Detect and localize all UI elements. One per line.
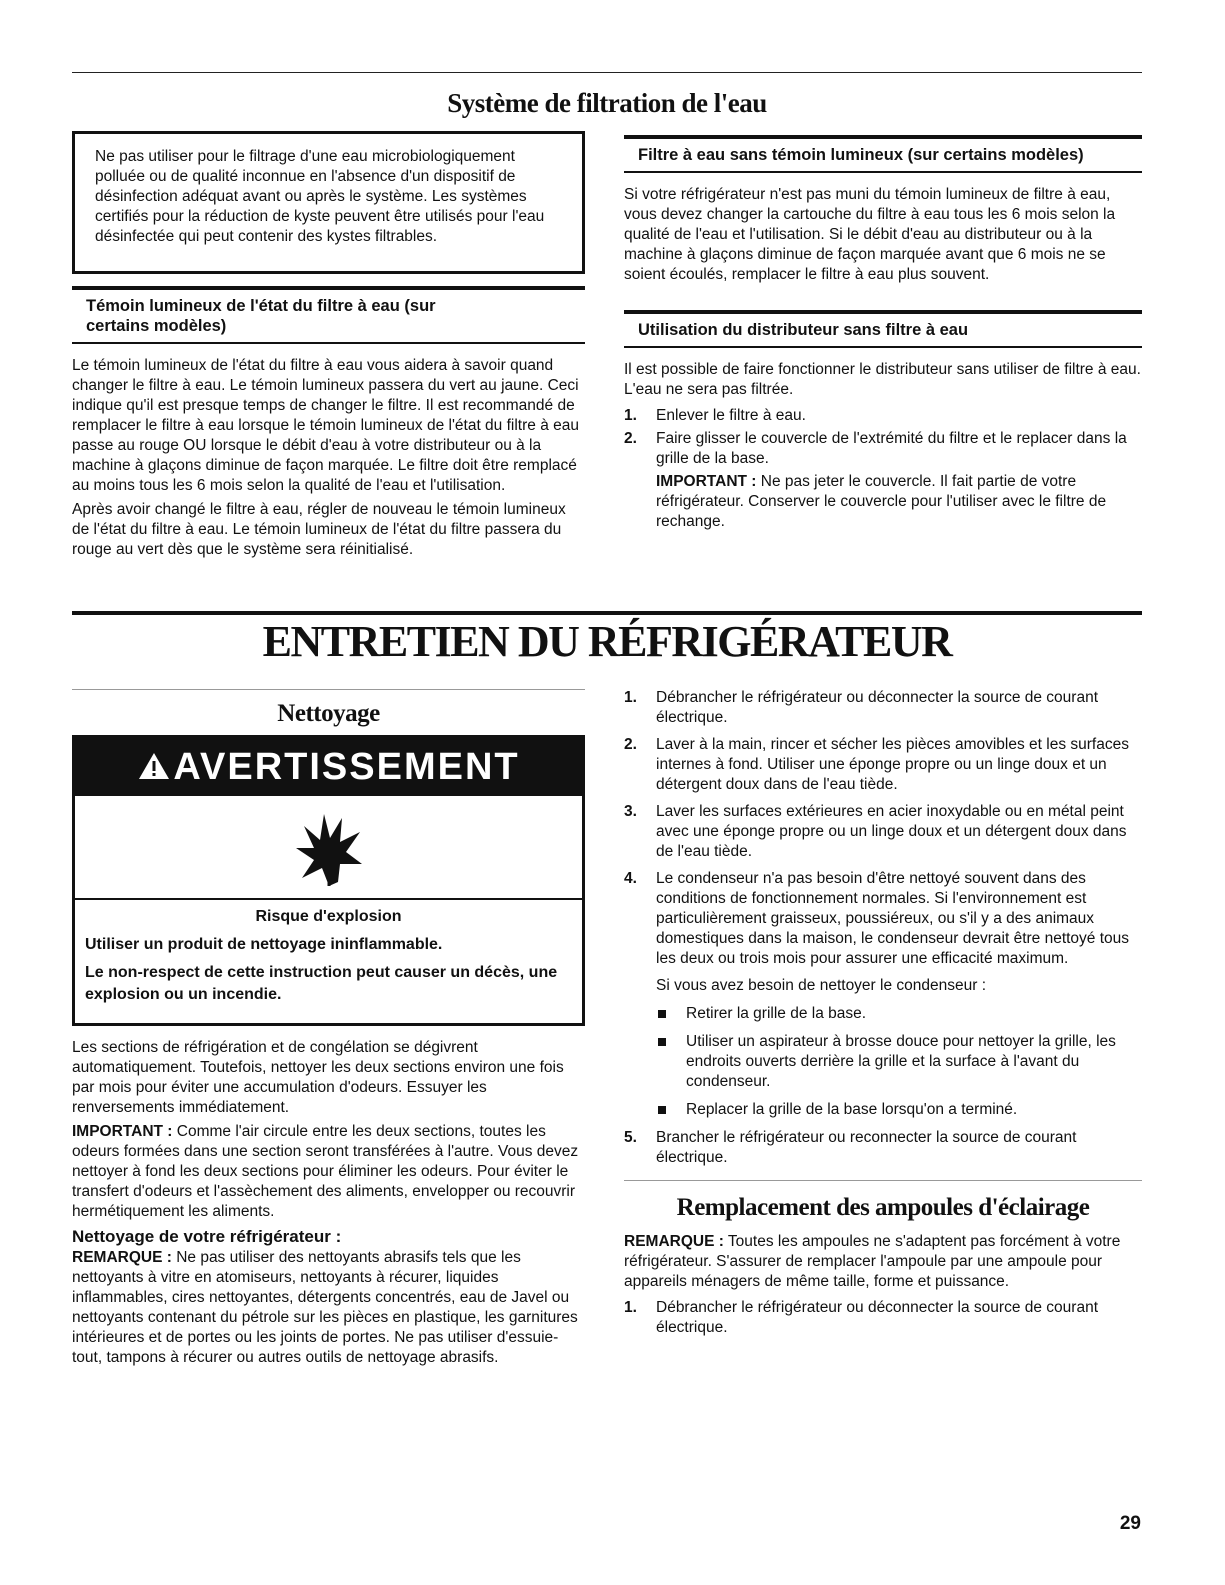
warning-line-1: Utiliser un produit de nettoyage ininflammable. [85, 936, 443, 953]
risk-title: Risque d'explosion [255, 908, 402, 925]
bulbs-divider [624, 1180, 1142, 1181]
list-item: 2. Laver à la main, rincer et sécher les pièces amovibles et les surfaces internes à fond. Utiliser une éponge propre ou un linge doux et un détergent doux dans de l'eau tiède. [624, 736, 1129, 793]
bullet-square-icon [658, 1038, 666, 1046]
no-light-section [624, 135, 1142, 285]
no-filter-heading: Utilisation du distributeur sans filtre à eau [624, 310, 1142, 348]
explosion-symbol-area [75, 796, 582, 900]
cleaning-steps [624, 688, 1142, 969]
list-item: 2. Faire glisser le couvercle de l'extrémité du filtre et le replacer dans la grille de la base. [624, 430, 1127, 467]
list-item: 1. Débrancher le réfrigérateur ou déconnecter la source de courant électrique. [624, 689, 1099, 726]
cleaning-left-text [72, 1038, 585, 1368]
status-light-heading: Témoin lumineux de l'état du filtre à eau (sur certains modèles) [72, 286, 585, 344]
no-filter-steps [624, 406, 1142, 469]
bulbs-section [624, 1232, 1142, 1341]
no-filter-section [624, 310, 1142, 532]
list-item: Retirer la grille de la base. [624, 1004, 1142, 1024]
explosion-warning-box [72, 735, 585, 1026]
list-item: 1. Enlever le filtre à eau. [624, 407, 806, 424]
cleaning-remarque: REMARQUE : Ne pas utiliser des nettoyants abrasifs tels que les nettoyants à vitre en atomiseurs, nettoyants à récurer, liquides inflammables, cires nettoyantes, détergents concentrés, eau de Javel ou nettoyants contenant du pétrole sur les pièces en plastique, les garnitures intérieures et de portes ou les joints de portes. Ne pas utiliser d'essuie-tout, tampons à récurer ou autres outils de nettoyage abrasifs. [72, 1249, 578, 1366]
warning-header: AVERTISSEMENT [75, 738, 582, 796]
cleaning-steps-section [624, 688, 1142, 1171]
list-item: Replacer la grille de la base lorsqu'on a terminé. [624, 1100, 1142, 1120]
bullet-square-icon [658, 1106, 666, 1114]
list-item: Utiliser un aspirateur à brosse douce pour nettoyer la grille, les endroits ouverts derrière la grille et la surface à l'avant du condenseur. [624, 1032, 1142, 1092]
top-rule [72, 72, 1142, 73]
maintenance-title: ENTRETIEN DU RÉFRIGÉRATEUR [262, 617, 952, 666]
cleaning-subheading: Nettoyage de votre réfrigérateur : [72, 1227, 342, 1246]
no-filter-important: IMPORTANT : Ne pas jeter le couvercle. Il fait partie de votre réfrigérateur. Conserver le couvercle pour l'utiliser avec le filtre de rechange. [656, 473, 1107, 530]
list-item: 4. Le condenseur n'a pas besoin d'être nettoyé souvent dans des conditions de fonctionnement normales. Si l'environnement est particulièrement graisseux, poussiéreux, ou s'il y a des animaux domestiques dans la maison, le condenseur devrait être nettoyé tous les deux ou trois mois pour assurer une efficacité maximum. [624, 870, 1130, 967]
status-light-para2: Après avoir changé le filtre à eau, régler de nouveau le témoin lumineux de l'état du filtre à eau. Le témoin lumineux de l'état du filtre passera du rouge au vert dès que le système sera réinitialisé. [72, 501, 566, 558]
status-light-section [72, 286, 585, 560]
list-item: 3. Laver les surfaces extérieures en acier inoxydable ou en métal peint avec une éponge propre ou un linge doux et un détergent doux dans de l'eau tiède. [624, 803, 1127, 860]
cleaning-step-5 [624, 1128, 1142, 1168]
list-item: 1. Débrancher le réfrigérateur ou déconnecter la source de courant électrique. [624, 1299, 1099, 1336]
filter-warning-box [72, 131, 585, 274]
condenser-intro: Si vous avez besoin de nettoyer le condenseur : [656, 977, 987, 994]
cleaning-para1: Les sections de réfrigération et de congélation se dégivrent automatiquement. Toutefois, nettoyer les deux sections environ une fois par mois pour éviter une accumulation d'odeurs. Essuyer les renversements immédiatement. [72, 1039, 564, 1116]
cleaning-divider [72, 689, 585, 690]
page-number: 29 [1119, 1513, 1141, 1534]
bulbs-remarque: REMARQUE : Toutes les ampoules ne s'adaptent pas forcément à votre réfrigérateur. S'assurer de remplacer l'ampoule par une ampoule pour appareils ménagers de même taille, forme et puissance. [624, 1233, 1121, 1290]
no-light-heading: Filtre à eau sans témoin lumineux (sur certains modèles) [624, 135, 1142, 173]
warning-line-2: Le non-respect de cette instruction peut causer un décès, une explosion ou un incendie. [85, 964, 558, 1003]
bulbs-title: Remplacement des ampoules d'éclairage [676, 1194, 1090, 1221]
filter-warning-text: Ne pas utiliser pour le filtrage d'une eau microbiologiquement polluée ou de qualité inconnue en l'absence d'un dispositif de désinfection adéquat avant ou après le système. Les systèmes certifiés pour la réduction de kyste peuvent être utilisés pour l'eau désinfectée qui peut contenir des kystes filtrables. [95, 148, 545, 245]
cleaning-title: Nettoyage [277, 700, 380, 727]
no-filter-para: Il est possible de faire fonctionner le distributeur sans utiliser de filtre à eau. L'eau ne sera pas filtrée. [624, 361, 1141, 398]
cleaning-important: IMPORTANT : Comme l'air circule entre les deux sections, toutes les odeurs formées dans une section seront transférées à l'autre. Vous devez nettoyer à fond les deux sections pour éliminer les odeurs. Pour éviter le transfert d'odeurs et l'assèchement des aliments, envelopper ou recouvrir hermétiquement les aliments. [72, 1123, 579, 1220]
bullet-square-icon [658, 1010, 666, 1018]
thick-rule [72, 611, 1142, 615]
list-item: 5. Brancher le réfrigérateur ou reconnecter la source de courant électrique. [624, 1129, 1077, 1166]
section-title: Système de filtration de l'eau [447, 88, 767, 118]
warning-triangle-icon [137, 740, 171, 798]
bulbs-steps [624, 1298, 1142, 1338]
status-light-para1: Le témoin lumineux de l'état du filtre à eau vous aidera à savoir quand changer le filtre à eau. Le témoin lumineux passera du vert au jaune. Ceci indique qu'il est presque temps de changer le filtre. Il est recommandé de remplacer le filtre à eau lorsque le témoin lumineux de l'état du filtre à eau passe au rouge OU lorsque le débit d'eau à votre distributeur ou à la machine à glaçons diminue de façon marquée. Le filtre doit être remplacé au moins tous les 6 mois selon la qualité de l'eau et l'utilisation. [72, 357, 579, 494]
no-light-para: Si votre réfrigérateur n'est pas muni du témoin lumineux de filtre à eau, vous devez changer la cartouche du filtre à eau tous les 6 mois selon la qualité de l'eau et l'utilisation. Si le débit d'eau au distributeur ou à la machine à glaçons diminue de façon marquée avant que 6 mois ne se soient écoulés, remplacer le filtre à eau plus souvent. [624, 186, 1116, 283]
explosion-icon [294, 808, 364, 888]
